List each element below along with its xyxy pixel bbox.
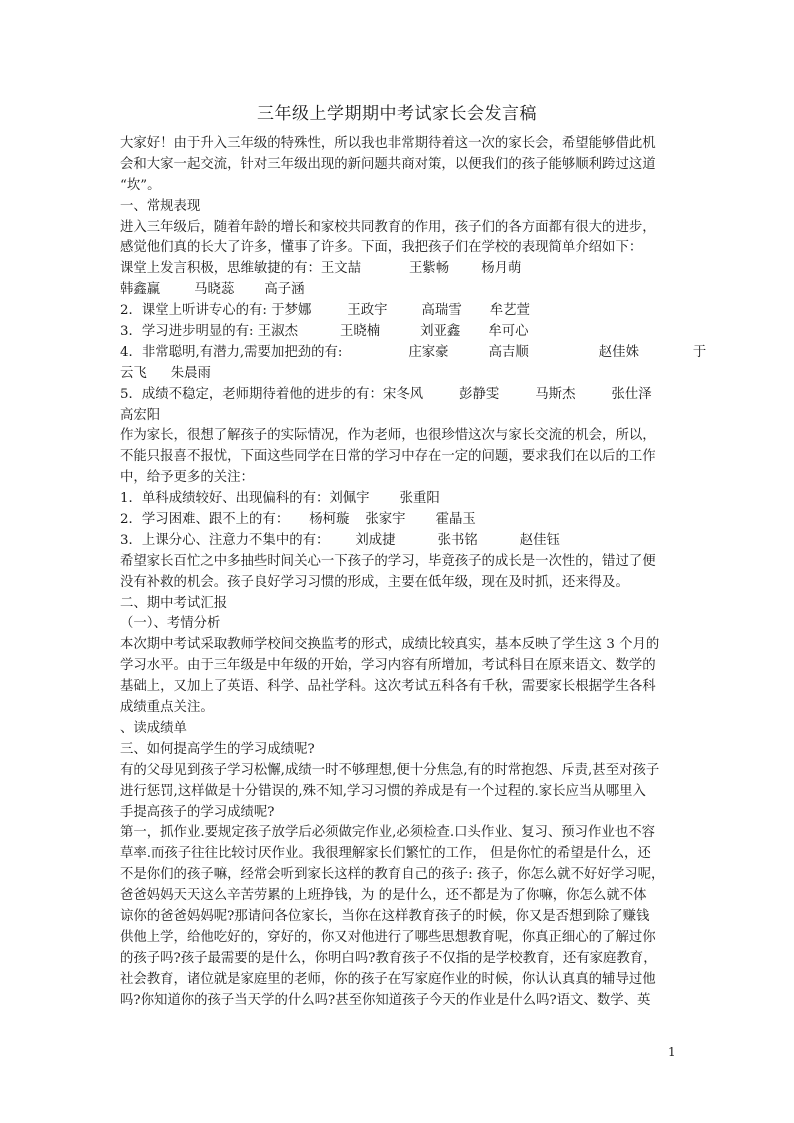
student-name: 朱晨雨	[170, 365, 211, 381]
page-number: 1	[668, 1045, 676, 1059]
student-name: 高吉顺	[488, 344, 529, 360]
paragraph-line: 供他上学，给他吃好的，穿好的，你又对他进行了哪些思想教育呢，你真正细心的了解过你	[120, 929, 656, 945]
student-name: 刘成捷	[355, 532, 396, 548]
list-label: 4．非常聪明,有潜力,需要加把劲的有:	[120, 344, 343, 360]
student-name: 马晓蕊	[194, 282, 235, 298]
student-name: 牟可心	[488, 324, 529, 340]
student-list-line	[120, 531, 676, 552]
student-name: 杨柯璇	[309, 512, 350, 528]
paragraph-line: 的孩子吗?孩子最需要的是什么，你明白吗?教育孩子不仅指的是学校教育，还有家庭教育，	[120, 950, 657, 966]
section-heading: 二、期中考试汇报	[120, 595, 228, 611]
student-list-line	[120, 343, 707, 364]
student-name: 云飞	[120, 365, 147, 381]
section-heading: 一、常规表现	[120, 198, 201, 214]
section-heading: 三、如何提高学生的学习成绩呢?	[120, 741, 315, 757]
list-label: 3．上课分心、注意力不集中的有：	[120, 532, 330, 548]
list-label: 2．课堂上听讲专心的有: 于梦娜	[120, 303, 312, 319]
student-list-line	[120, 489, 676, 510]
student-name: 霍晶玉	[435, 512, 476, 528]
paragraph-line: 有的父母见到孩子学习松懈,成绩一时不够理想,便十分焦急,有的时常抱怨、斥责,甚至对孩子	[120, 762, 660, 778]
student-name: 王晓楠	[339, 324, 381, 340]
list-label: 课堂上发言积极，思维敏捷的有：王文喆	[120, 261, 362, 277]
paragraph-line: 进行惩罚,这样做是十分错误的,殊不知,学习习惯的养成是有一个过程的.家长应当从哪里入	[120, 783, 646, 799]
paragraph-line: 成绩重点关注。	[120, 700, 214, 716]
subsection-heading: 、读成绩单	[120, 720, 187, 736]
document-title: 三年级上学期期中考试家长会发言稿	[257, 104, 537, 124]
student-name: 牟艺萱	[489, 303, 530, 319]
paragraph-line: 爸爸妈妈天天这么辛苦劳累的上班挣钱，为 的是什么，还不都是为了你嘛，你怎么就不体	[120, 888, 647, 904]
student-list-line	[120, 259, 676, 280]
paragraph-line: 本次期中考试采取教师学校间交换监考的形式，成绩比较真实，基本反映了学生这 3 个月的	[120, 637, 660, 653]
paragraph-line: 第一，抓作业.要规定孩子放学后必须做完作业,必须检查.口头作业、复习、预习作业也不容	[120, 825, 656, 841]
student-name: 张家宇	[365, 512, 406, 528]
document-body	[120, 134, 707, 1011]
student-name: 张仕泽	[611, 386, 652, 402]
paragraph-line: 谅你的爸爸妈妈呢?那请问各位家长，当你在这样教育孩子的时候，你又是否想到除了赚钱	[120, 908, 650, 924]
student-list-line	[120, 406, 676, 427]
student-name: 庄家豪	[408, 344, 449, 360]
student-name: 于	[692, 344, 707, 360]
student-list-line	[120, 385, 676, 406]
student-list-line	[120, 364, 676, 385]
subsection-heading: （一）、考情分析	[120, 616, 221, 632]
student-list-line	[120, 301, 676, 322]
student-name: 高瑞雪	[421, 303, 462, 319]
student-name: 马斯杰	[535, 386, 576, 402]
paragraph-line: 社会教育，诸位就是家庭里的老师，你的孩子在写家庭作业的时候，你认认真真的辅导过他	[120, 971, 656, 987]
student-name: 张书铭	[437, 532, 478, 548]
paragraph-line: 进入三年级后，随着年龄的增长和家校共同教育的作用，孩子们的各方面都有很大的进步，	[120, 219, 656, 235]
student-name: 王政宇	[347, 303, 388, 319]
paragraph-line: 基础上，又加上了英语、科学、品社学科。这次考试五科各有千秋，需要家长根据学生各科	[120, 679, 656, 695]
student-name: 杨月萌	[481, 261, 522, 277]
student-name: 韩鑫赢	[120, 282, 161, 298]
student-list-line	[120, 280, 676, 301]
student-name: 高子涵	[264, 282, 305, 298]
paragraph-line: “坎”。	[120, 177, 161, 193]
student-name: 赵佳钰	[519, 532, 560, 548]
paragraph-line: 吗?你知道你的孩子当天学的什么吗?甚至你知道孩子今天的作业是什么吗?语文、数学、英	[120, 992, 651, 1008]
student-name: 张重阳	[399, 491, 440, 507]
student-list-line	[120, 322, 676, 343]
list-label: 1．单科成绩较好、出现偏科的有：刘佩宇	[120, 491, 370, 507]
paragraph-line: 草率.而孩子往往比较讨厌作业。我很理解家长们繁忙的工作， 但是你忙的希望是什么，还	[120, 846, 651, 862]
paragraph-line: 希望家长百忙之中多抽些时间关心一下孩子的学习，毕竟孩子的成长是一次性的，错过了便	[120, 553, 656, 569]
student-name: 刘亚鑫	[420, 324, 461, 340]
list-label: 3．学习进步明显的有: 王淑杰	[120, 324, 298, 340]
paragraph-line: 手提高孩子的学习成绩呢?	[120, 804, 275, 820]
paragraph-line: 不能只报喜不报忧，下面这些同学在日常的学习中存在一定的问题，要求我们在以后的工作	[120, 449, 656, 465]
student-name: 高宏阳	[120, 407, 161, 423]
student-name: 赵佳姝	[598, 344, 639, 360]
paragraph-line: 学习水平。由于三年级是中年级的开始，学习内容有所增加，考试科目在原来语文、数学的	[120, 658, 656, 674]
paragraph-line: 作为家长，很想了解孩子的实际情况，作为老师，也很珍惜这次与家长交流的机会，所以，	[120, 428, 656, 444]
student-list-line	[120, 510, 676, 531]
paragraph-line: 没有补救的机会。孩子良好学习习惯的形成，主要在低年级，现在及时抓，还来得及。	[120, 574, 629, 590]
paragraph-line: 中，给予更多的关注：	[120, 470, 254, 486]
student-name: 王紫畅	[409, 261, 450, 277]
paragraph-line: 感觉他们真的长大了许多，懂事了许多。下面，我把孩子们在学校的表现简单介绍如下：	[120, 240, 643, 256]
paragraph-line: 会和大家一起交流，针对三年级出现的新问题共商对策，以便我们的孩子能够顺利跨过这道	[120, 156, 656, 172]
list-label: 5．成绩不稳定，老师期待着他的进步的有：宋冬风	[120, 386, 424, 402]
paragraph-line: 大家好！由于升入三年级的特殊性，所以我也非常期待着这一次的家长会，希望能够借此机	[120, 136, 656, 151]
paragraph-line: 不是你们的孩子嘛，经常会听到家长这样的教育自己的孩子: 孩子，你怎么就不好好学习呢，	[120, 867, 665, 883]
list-label: 2．学习困难、跟不上的有：	[120, 512, 290, 528]
student-name: 彭静雯	[459, 386, 500, 402]
